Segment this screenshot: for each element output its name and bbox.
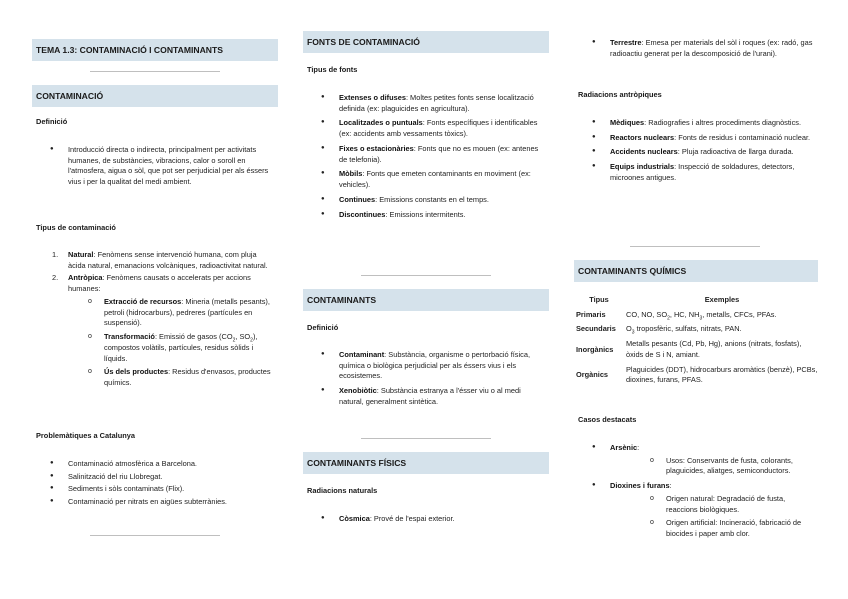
row-label: Inorgànics bbox=[576, 344, 614, 354]
radiacions-list bbox=[303, 514, 545, 529]
table-row bbox=[574, 322, 820, 337]
contaminants-list bbox=[303, 350, 545, 412]
quimics-table bbox=[574, 293, 820, 388]
list-item: ● Reactors nuclears: Fonts de residus i contaminació nuclear. bbox=[574, 133, 818, 144]
section-heading-contaminacio: CONTAMINACIÓ bbox=[32, 85, 278, 107]
list-item: ● Accidents nuclears: Pluja radioactiva de llarga durada. bbox=[574, 147, 818, 158]
table-row bbox=[574, 337, 820, 362]
list-item: 1. Natural: Fenòmens sense intervenció humana, com pluja àcida natural, emanacions volcàniques, radioactivitat natural. bbox=[52, 250, 268, 270]
list-item: ● Localitzades o puntuals: Fonts específiques i identificables (ex: accidents amb vessaments tòxics). bbox=[303, 118, 545, 139]
row-value: $O_3$ troposfèric, sulfats, nitrats, PAN. bbox=[626, 324, 742, 336]
radiacions-antropiques-label: Radiacions antròpiques bbox=[578, 90, 662, 99]
column-header-tipus: Tipus bbox=[589, 295, 609, 304]
section-heading-quimics: CONTAMINANTS QUÍMICS bbox=[574, 260, 818, 282]
list-item: ● Còsmica: Prové de l'espai exterior. bbox=[303, 514, 545, 525]
list-item: ● Dioxines i furans: o Origen natural: Degradació de fusta, reaccions biològiques. o Origen artificial: Incineració, fabricació de biocides i paper amb clor. bbox=[574, 481, 818, 540]
list-item: ● Contaminació per nitrats en aigües subterrànies. bbox=[32, 497, 272, 508]
sub-list bbox=[68, 297, 272, 389]
casos-label: Casos destacats bbox=[578, 415, 637, 424]
section-heading-contaminants: CONTAMINANTS bbox=[303, 289, 549, 311]
row-value: Metalls pesants (Cd, Pb, Hg), anions (nitrats, fosfats), òxids de S i N, amiant. bbox=[626, 339, 802, 359]
divider bbox=[361, 438, 491, 439]
section-heading-fisics: CONTAMINANTS FÍSICS bbox=[303, 452, 549, 474]
list-item: 2. Antròpica: Fenòmens causats o accelerats per accions humanes: o Extracció de recursos: Mineria (metalls pesants), petroli (hidrocarburs), pedreres (partícules en suspensió). o Transformació: Emissió de gasos ($CO_2$, $SO_2$), compostos volàtils, partícules, residus sòlids i líquids. o Ús dels productes: Residus d'envasos, productes químics. bbox=[32, 273, 272, 388]
list-item: o Extracció de recursos: Mineria (metalls pesants), petroli (hidrocarburs), pedreres (partícules en suspensió). bbox=[68, 297, 272, 329]
section-heading-fonts: FONTS DE CONTAMINACIÓ bbox=[303, 31, 549, 53]
list-item: ● Continues: Emissions constants en el temps. bbox=[303, 195, 545, 206]
terrestre-list bbox=[574, 38, 818, 63]
row-label: Secundaris bbox=[576, 324, 616, 334]
list-item: ● Salinització del riu Llobregat. bbox=[32, 472, 272, 483]
list-item: ● Xenobiòtic: Substància estranya a l'ésser viu o al medi natural, generalment sintètica. bbox=[303, 386, 545, 407]
row-label: Orgànics bbox=[576, 370, 609, 380]
table-row bbox=[574, 308, 820, 323]
list-item: ● Arsènic: o Usos: Conservants de fusta, colorants, plaguicides, aliatges, semiconductors. bbox=[574, 443, 818, 477]
list-item: o Ús dels productes: Residus d'envasos, productes químics. bbox=[68, 367, 272, 388]
antropiques-list bbox=[574, 118, 818, 188]
divider bbox=[630, 246, 760, 247]
problematiques-label: Problemàtiques a Catalunya bbox=[36, 431, 135, 440]
table-row bbox=[574, 363, 820, 388]
list-item: ● Introducció directa o indirecta, principalment per activitats humanes, de substàncies, vibracions, calor o soroll en l'atmosfera, aigua o sòl, que pot ser perjudicial per als éssers vius i per la qualitat del medi ambient. bbox=[32, 145, 272, 188]
row-value: CO, NO, $SO_2$, HC, $NH_3$, metalls, CFCs, PFAs. bbox=[626, 309, 777, 322]
row-label: Primaris bbox=[576, 309, 606, 319]
list-item: ● Terrestre: Emesa per materials del sòl i roques (ex: radó, gas radioactiu generat per la descomposició de l'urani). bbox=[574, 38, 818, 59]
fonts-list bbox=[303, 93, 545, 224]
list-item: o Origen artificial: Incineració, fabricació de biocides i paper amb clor. bbox=[630, 518, 818, 539]
problematiques-list bbox=[32, 459, 272, 510]
list-item: ● Equips industrials: Inspecció de soldadures, detectors, microones antigues. bbox=[574, 162, 818, 183]
casos-list bbox=[574, 443, 818, 544]
topic-title: TEMA 1.3: CONTAMINACIÓ I CONTAMINANTS bbox=[32, 39, 278, 61]
divider bbox=[90, 535, 220, 536]
table-header-row bbox=[574, 293, 820, 308]
tipus-label: Tipus de contaminació bbox=[36, 223, 116, 232]
column-header-exemples: Exemples bbox=[704, 295, 740, 304]
list-item: o Origen natural: Degradació de fusta, reaccions biològiques. bbox=[630, 494, 818, 515]
list-item: o Usos: Conservants de fusta, colorants, plaguicides, aliatges, semiconductors. bbox=[630, 456, 818, 477]
sub-list bbox=[630, 494, 818, 540]
definicio-label: Definició bbox=[307, 323, 339, 332]
divider bbox=[361, 275, 491, 276]
list-item: ● Fixes o estacionàries: Fonts que no es mouen (ex: antenes de telefonia). bbox=[303, 144, 545, 165]
list-item: ● Sediments i sòls contaminats (Flix). bbox=[32, 484, 272, 495]
list-item: ● Mòbils: Fonts que emeten contaminants en moviment (ex: vehicles). bbox=[303, 169, 545, 190]
list-item: ● Discontinues: Emissions intermitents. bbox=[303, 210, 545, 221]
radiacions-naturals-label: Radiacions naturals bbox=[307, 486, 378, 495]
list-item: ● Extenses o difuses: Moltes petites fonts sense localització definida (ex: plaguicides en agricultura). bbox=[303, 93, 545, 114]
row-value: Plaguicides (DDT), hidrocarburs aromàtics (benzè), PCBs, dioxines, furans, PFAS. bbox=[626, 364, 818, 385]
definicio-list bbox=[32, 145, 272, 192]
list-item: ● Contaminant: Substància, organisme o pertorbació física, química o biològica perjudicial per als éssers vius i els ecosistemes. bbox=[303, 350, 545, 382]
tipus-list bbox=[32, 250, 272, 392]
list-item: o Transformació: Emissió de gasos ($CO_2$, $SO_2$), compostos volàtils, partícules, residus sòlids i líquids. bbox=[68, 332, 272, 364]
list-item: ● Mèdiques: Radiografies i altres procediments diagnòstics. bbox=[574, 118, 818, 129]
definicio-label: Definició bbox=[36, 117, 68, 126]
list-item: ● Contaminació atmosfèrica a Barcelona. bbox=[32, 459, 272, 470]
tipus-fonts-label: Tipus de fonts bbox=[307, 65, 358, 74]
divider bbox=[90, 71, 220, 72]
sub-list bbox=[630, 456, 818, 477]
